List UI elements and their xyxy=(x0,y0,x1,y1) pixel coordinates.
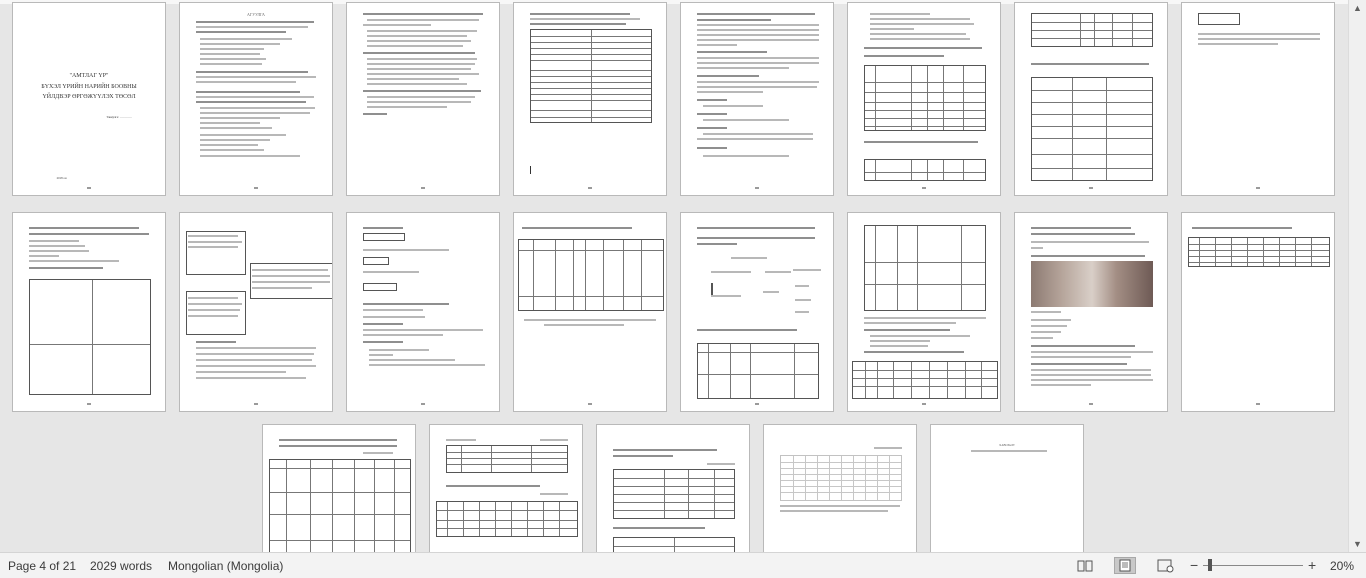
language-status[interactable]: Mongolian (Mongolia) xyxy=(168,559,284,573)
appendix-title: ХАВСРАЛТ xyxy=(999,443,1015,447)
zoom-in-button[interactable]: + xyxy=(1308,557,1317,573)
scroll-up-icon[interactable]: ▲ xyxy=(1353,3,1362,13)
word-count-status[interactable]: 2029 words xyxy=(90,559,153,573)
page-7[interactable] xyxy=(1014,2,1168,196)
scroll-down-icon[interactable]: ▼ xyxy=(1353,539,1362,549)
vertical-scrollbar[interactable] xyxy=(1348,0,1366,552)
page-3[interactable] xyxy=(346,2,500,196)
page-1-cover[interactable] xyxy=(12,2,166,196)
page-number xyxy=(13,187,165,189)
page-6[interactable] xyxy=(847,2,1001,196)
page-9[interactable] xyxy=(12,212,166,412)
page-16[interactable] xyxy=(1181,212,1335,412)
status-bar xyxy=(0,552,1366,578)
page-17[interactable] xyxy=(262,424,416,552)
page-5[interactable] xyxy=(680,2,834,196)
cover-year: 2018 он xyxy=(56,176,67,180)
zoom-slider-thumb[interactable] xyxy=(1208,559,1212,571)
page-13[interactable] xyxy=(680,212,834,412)
page-14[interactable] xyxy=(847,212,1001,412)
page-19[interactable] xyxy=(596,424,750,552)
page-count-status[interactable]: Page 4 of 21 xyxy=(8,559,77,573)
print-layout-icon[interactable] xyxy=(1114,557,1136,574)
page-10[interactable] xyxy=(179,212,333,412)
page-12[interactable] xyxy=(513,212,667,412)
read-mode-icon[interactable] xyxy=(1074,557,1096,574)
cover-title-1: "АМТЛАГ ҮР" xyxy=(69,73,109,79)
zoom-out-button[interactable]: − xyxy=(1190,557,1199,573)
page-18[interactable] xyxy=(429,424,583,552)
page-4-current[interactable] xyxy=(513,2,667,196)
cover-title-3: ҮЙЛДВЭР ӨРГӨЖҮҮЛЭХ ТӨСӨЛ xyxy=(42,94,136,100)
page-2-toc[interactable] xyxy=(179,2,333,196)
bakery-photo xyxy=(1031,261,1153,307)
cover-title-2: БҮХЭЛ ҮРИЙН НАРИЙН БООВНЫ xyxy=(41,84,137,90)
web-layout-icon[interactable] xyxy=(1154,557,1176,574)
zoom-level[interactable]: 20% xyxy=(1330,559,1355,573)
page-11[interactable] xyxy=(346,212,500,412)
zoom-slider[interactable] xyxy=(1203,565,1303,566)
page-15[interactable] xyxy=(1014,212,1168,412)
cover-subtitle: Таниулга: ………… xyxy=(106,115,132,119)
page-21-appendix[interactable] xyxy=(930,424,1084,552)
toc-title: АГУУЛГА xyxy=(247,12,265,17)
page-8[interactable] xyxy=(1181,2,1335,196)
page-20[interactable] xyxy=(763,424,917,552)
